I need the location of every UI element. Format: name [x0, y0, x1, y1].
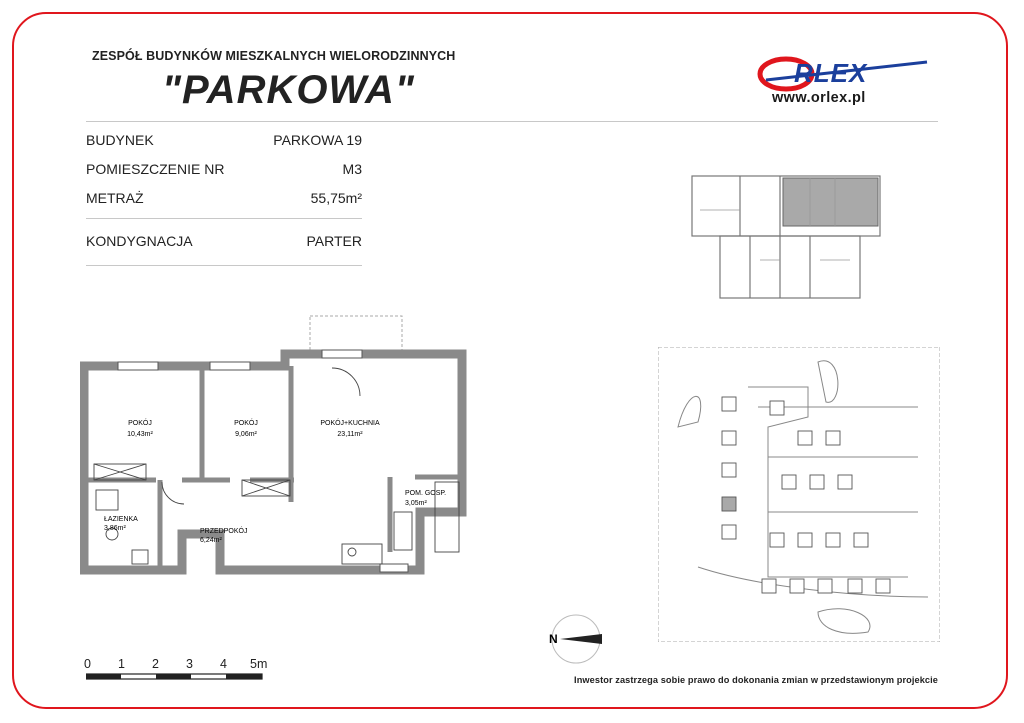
- svg-text:RLEX: RLEX: [794, 58, 868, 88]
- room-name-3: POKÓJ+KUCHNIA: [320, 420, 380, 427]
- area-value: 55,75m²: [310, 190, 362, 206]
- room-name-4: POM. GOSP.: [405, 490, 447, 497]
- website-link[interactable]: www.orlex.pl: [772, 90, 866, 106]
- scale-tick-2: 2: [152, 657, 159, 671]
- north-compass: [546, 612, 606, 666]
- scale-tick-0: 0: [84, 657, 91, 671]
- room-area-2: 9,06m²: [235, 431, 257, 438]
- scale-tick-3: 3: [186, 657, 193, 671]
- project-subtitle: ZESPÓŁ BUDYNKÓW MIESZKALNYCH WIELORODZINNYCH: [92, 49, 456, 63]
- room-name-1: POKÓJ: [128, 420, 152, 427]
- info-bottom-divider: [86, 265, 362, 266]
- floor-label: KONDYGNACJA: [86, 233, 193, 249]
- scale-tick-5: 5m: [250, 657, 268, 671]
- scale-tick-4: 4: [220, 657, 227, 671]
- room-label: POMIESZCZENIE NR: [86, 161, 225, 177]
- room-area-3: 23,11m²: [337, 431, 363, 438]
- room-area-5: 3,86m²: [104, 525, 126, 532]
- room-name-2: POKÓJ: [234, 420, 258, 427]
- scale-bar: [86, 672, 266, 682]
- highlighted-unit: [783, 178, 878, 226]
- room-area-4: 3,05m²: [405, 500, 427, 507]
- compass-n-label: N: [549, 632, 558, 646]
- room-name-5: ŁAZIENKA: [104, 516, 138, 523]
- room-area-6: 6,24m²: [200, 537, 222, 544]
- apartment-floor-plan: [80, 312, 475, 580]
- area-label: METRAŻ: [86, 190, 144, 206]
- investor-note: Inwestor zastrzega sobie prawo do dokonania zmian w przedstawionym projekcie: [574, 675, 938, 685]
- room-name-6: PRZEDPOKÓJ: [200, 528, 248, 535]
- room-area-1: 10,43m²: [127, 431, 153, 438]
- scale-tick-1: 1: [118, 657, 125, 671]
- floor-value: PARTER: [306, 233, 362, 249]
- header-divider: [86, 121, 938, 122]
- project-title: "PARKOWA": [162, 68, 415, 112]
- site-plan: [658, 347, 940, 642]
- info-divider: [86, 218, 362, 219]
- building-value: PARKOWA 19: [273, 132, 362, 148]
- building-key-plan: [680, 160, 890, 310]
- building-label: BUDYNEK: [86, 132, 154, 148]
- room-value: M3: [342, 161, 362, 177]
